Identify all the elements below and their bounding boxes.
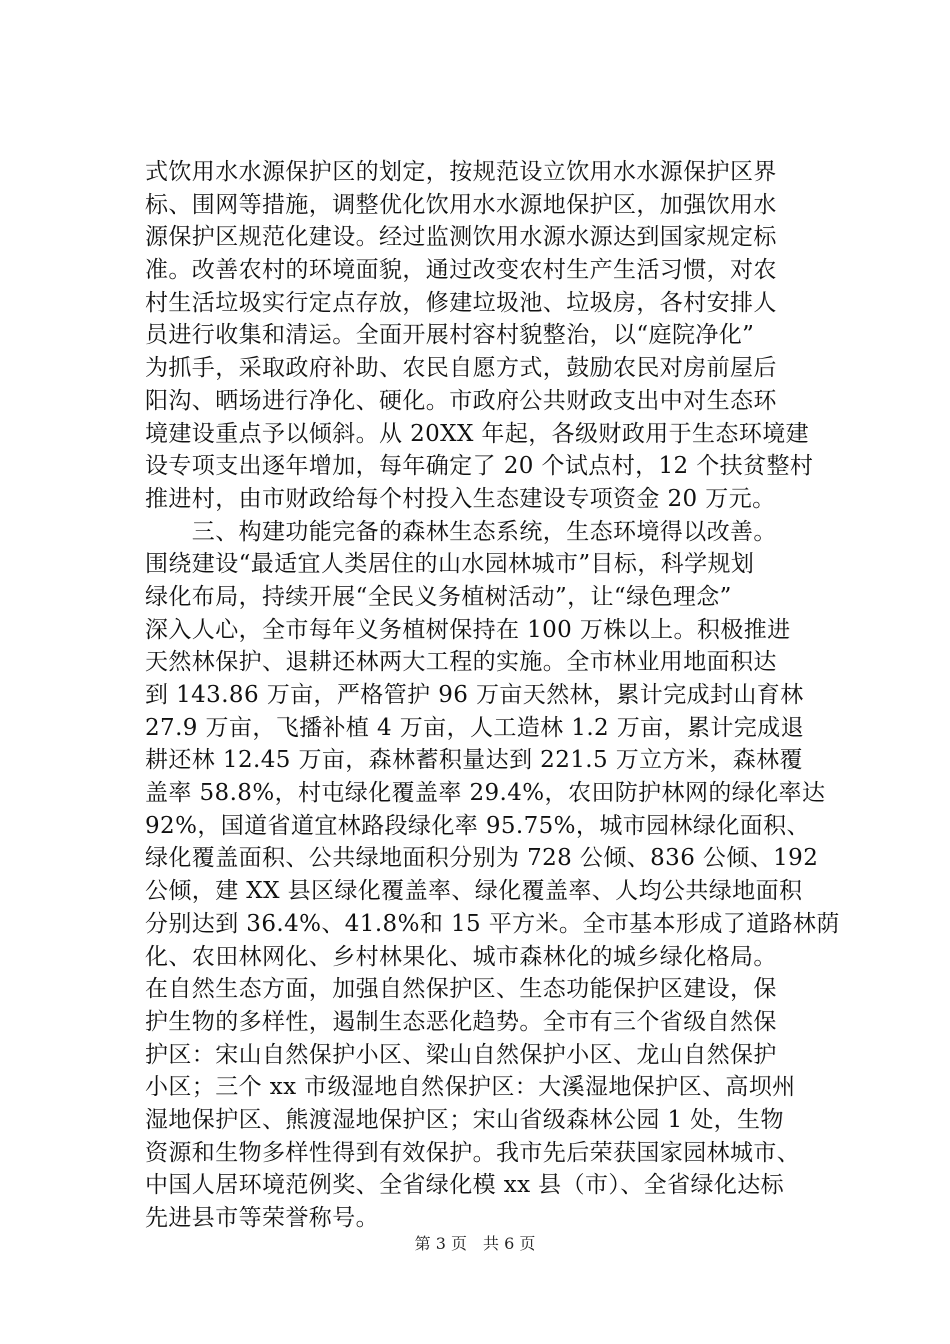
text-line: 天然林保护、退耕还林两大工程的实施。全市林业用地面积达: [145, 649, 777, 676]
text-line: 为抓手，采取政府补助、农民自愿方式，鼓励农民对房前屋后: [145, 355, 777, 382]
text-line: 小区；三个 xx 市级湿地自然保护区：大溪湿地保护区、高坝州: [145, 1074, 796, 1101]
text-line: 绿化布局，持续开展“全民义务植树活动”，让“绿色理念”: [145, 583, 732, 610]
text-line: 在自然生态方面，加强自然保护区、生态功能保护区建设，保: [145, 976, 777, 1003]
page-number-footer: 第 3 页 共 6 页: [414, 1234, 536, 1253]
body-text: [145, 156, 845, 1235]
text-line: 设专项支出逐年增加，每年确定了 20 个试点村，12 个扶贫整村: [145, 453, 814, 480]
text-line: 盖率 58.8%，村屯绿化覆盖率 29.4%，农田防护林网的绿化率达: [145, 780, 826, 807]
text-line: 护生物的多样性，遏制生态恶化趋势。全市有三个省级自然保: [145, 1008, 777, 1035]
text-line: 村生活垃圾实行定点存放，修建垃圾池、垃圾房，各村安排人: [145, 289, 777, 316]
text-line: 源保护区规范化建设。经过监测饮用水源水源达到国家规定标: [145, 224, 777, 251]
text-line: 围绕建设“最适宜人类居住的山水园林城市”目标，科学规划: [145, 551, 755, 578]
text-line: 境建设重点予以倾斜。从 20XX 年起，各级财政用于生态环境建: [145, 420, 810, 447]
text-line: 绿化覆盖面积、公共绿地面积分别为 728 公倾、836 公倾、192: [145, 845, 819, 872]
text-line: 中国人居环境范例奖、全省绿化模 xx 县（市）、全省绿化达标: [145, 1172, 785, 1199]
section-heading-line: 三、构建功能完备的森林生态系统，生态环境得以改善。: [145, 518, 777, 545]
text-line: 耕还林 12.45 万亩，森林蓄积量达到 221.5 万立方米，森林覆: [145, 747, 803, 774]
text-line: 到 143.86 万亩，严格管护 96 万亩天然林，累计完成封山育林: [145, 682, 804, 708]
text-line: 护区：宋山自然保护小区、梁山自然保护小区、龙山自然保护: [145, 1041, 777, 1068]
text-line: 92%，国道省道宜林路段绿化率 95.75%，城市园林绿化面积、: [145, 812, 810, 839]
text-line: 推进村，由市财政给每个村投入生态建设专项资金 20 万元。: [145, 485, 776, 512]
text-line: 员进行收集和清运。全面开展村容村貌整治，以“庭院净化”: [145, 322, 755, 349]
text-line: 准。改善农村的环境面貌，通过改变农村生产生活习惯，对农: [145, 257, 777, 284]
text-line: 式饮用水水源保护区的划定，按规范设立饮用水水源保护区界: [145, 159, 777, 185]
text-line: 阳沟、晒场进行净化、硬化。市政府公共财政支出中对生态环: [145, 387, 777, 414]
text-line: 资源和生物多样性得到有效保护。我市先后荣获国家园林城市、: [145, 1139, 801, 1166]
text-line: 分别达到 36.4%、41.8%和 15 平方米。全市基本形成了道路林荫: [145, 910, 840, 937]
text-line: 深入人心，全市每年义务植树保持在 100 万株以上。积极推进: [145, 616, 791, 643]
text-line: 化、农田林网化、乡村林果化、城市森林化的城乡绿化格局。: [145, 943, 777, 970]
text-line: 27.9 万亩，飞播补植 4 万亩，人工造林 1.2 万亩，累计完成退: [145, 714, 804, 741]
text-line: 公倾，建 XX 县区绿化覆盖率、绿化覆盖率、人均公共绿地面积: [145, 878, 803, 905]
text-line: 先进县市等荣誉称号。: [145, 1205, 379, 1231]
text-line: 标、围网等措施，调整优化饮用水水源地保护区，加强饮用水: [145, 191, 777, 218]
text-line: 湿地保护区、熊渡湿地保护区；宋山省级森林公园 1 处，生物: [145, 1106, 784, 1133]
